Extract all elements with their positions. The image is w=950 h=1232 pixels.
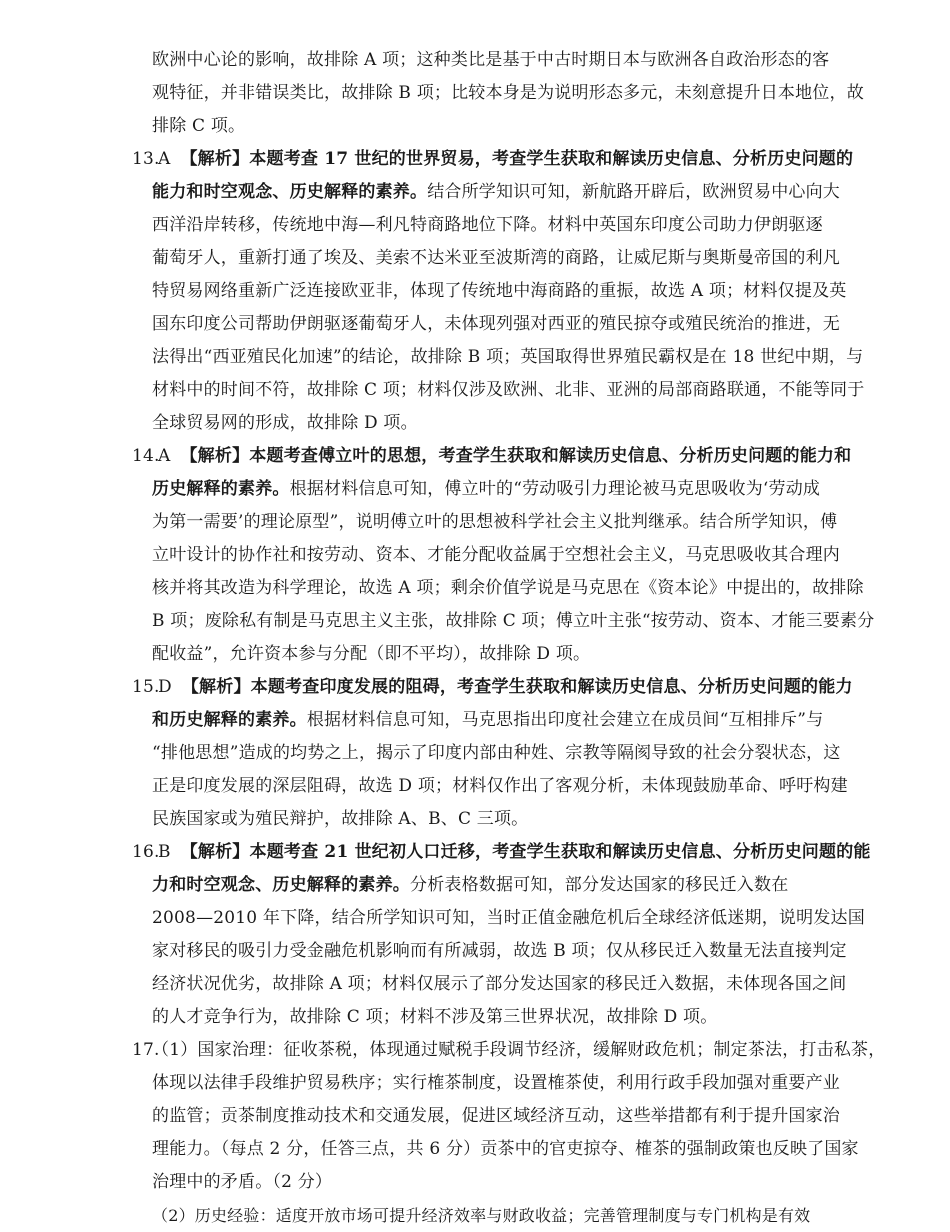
text-line: 正是印度发展的深层阻碍，故选 D 项；材料仅作出了客观分析，未体现鼓励革命、呼吁构建 [152, 776, 848, 796]
bold-text: 本题考查印度发展的阻碍，考查学生获取和解读历史信息、分析历史问题的能力 [250, 677, 853, 697]
answer-letter: A [158, 446, 171, 466]
analysis-tag: 【解析】 [180, 446, 250, 466]
text-line [0, 704, 950, 737]
question-number: 13. [132, 149, 160, 169]
text-line: 排除 C 项。 [152, 116, 246, 136]
bold-text: 力和时空观念、历史解释的素养。 [152, 875, 410, 895]
question-13 [0, 143, 950, 440]
question-header [0, 440, 950, 473]
question-16 [0, 836, 950, 1034]
text-line: 材料中的时间不符，故排除 C 项；材料仅涉及欧洲、北非、亚洲的局部商路联通，不能等同于 [152, 380, 865, 400]
text-line: 体现以法律手段维护贸易秩序；实行榷茶制度，设置榷茶使，利用行政手段加强对重要产业 [152, 1073, 840, 1093]
question-header [0, 836, 950, 869]
text-line: 国东印度公司帮助伊朗驱逐葡萄牙人，未体现列强对西亚的殖民掠夺或殖民统治的推进，无 [152, 314, 840, 334]
bold-text: 和历史解释的素养。 [152, 710, 307, 730]
plain-text: 结合所学知识可知，新航路开辟后，欧洲贸易中心向大 [427, 182, 841, 202]
text-line: B 项；废除私有制是马克思主义主张，故排除 C 项；傅立叶主张“按劳动、资本、才能三要素分 [152, 611, 875, 631]
plain-text: 根据材料信息可知，马克思指出印度社会建立在成员间“互相排斥”与 [306, 710, 824, 730]
question-header [0, 671, 950, 704]
text-line: 特贸易网络重新广泛连接欧亚非，体现了传统地中海商路的重振，故选 A 项；材料仅提及英 [152, 281, 847, 301]
answer-letter: A [158, 149, 171, 169]
plain-text: （1）国家治理：征收茶税，体现通过赋税手段调节经济，缓解财政危机；制定茶法，打击私茶， [152, 1040, 886, 1060]
bold-text: 能力和时空观念、历史解释的素养。 [152, 182, 428, 202]
text-line: 观特征，并非错误类比，故排除 B 项；比较本身是为说明形态多元，未刻意提升日本地位，故 [152, 83, 864, 103]
analysis-tag: 【解析】 [181, 677, 251, 697]
text-line [0, 473, 950, 506]
text-line: 家对移民的吸引力受金融危机影响而有所减弱，故选 B 项；仅从移民迁入数量无法直接判定 [152, 941, 847, 961]
bold-text: 本题考查 21 世纪初人口迁移，考查学生获取和解读历史信息、分析历史问题的能 [249, 842, 871, 862]
bold-text: 本题考查 17 世纪的世界贸易，考查学生获取和解读历史信息、分析历史问题的 [249, 149, 854, 169]
question-14 [0, 440, 950, 671]
text-line: 配收益”，允许资本参与分配（即不平均），故排除 D 项。 [152, 644, 591, 664]
text-line: 经济状况优劣，故排除 A 项；材料仅展示了部分发达国家的移民迁入数据，未体现各国之间 [152, 974, 847, 994]
text-line: 立叶设计的协作社和按劳动、资本、才能分配收益属于空想社会主义，马克思吸收其合理内 [152, 545, 840, 565]
question-number: 17. [132, 1040, 160, 1060]
text-line: 法得出“西亚殖民化加速”的结论，故排除 B 项；英国取得世界殖民霸权是在 18 世纪中期，与 [152, 347, 864, 367]
text-line: “排他思想”造成的均势之上，揭示了印度内部由种姓、宗教等隔阂导致的社会分裂状态，这 [152, 743, 841, 763]
question-17 [0, 1034, 950, 1232]
text-line: 的人才竞争行为，故排除 C 项；材料不涉及第三世界状况，故排除 D 项。 [152, 1007, 718, 1027]
bold-text: 本题考查傅立叶的思想，考查学生获取和解读历史信息、分析历史问题的能力和 [249, 446, 852, 466]
question-number: 15. [132, 677, 160, 697]
plain-text: 分析表格数据可知，部分发达国家的移民迁入数在 [410, 875, 789, 895]
text-line: 治理中的矛盾。（2 分） [152, 1172, 333, 1192]
question-15 [0, 671, 950, 836]
intro-paragraph [0, 44, 950, 143]
text-line [0, 869, 950, 902]
text-line: 核并将其改造为科学理论，故选 A 项；剩余价值学说是马克思在《资本论》中提出的，故排除 [152, 578, 864, 598]
text-line: 的监管；贡茶制度推动技术和交通发展，促进区域经济互动，这些举措都有利于提升国家治 [152, 1106, 840, 1126]
answer-page [0, 44, 950, 1232]
bold-text: 历史解释的素养。 [152, 479, 290, 499]
plain-text: 根据材料信息可知，傅立叶的“劳动吸引力理论被马克思吸收为‘劳动成 [289, 479, 821, 499]
text-line: 民族国家或为殖民辩护，故排除 A、B、C 三项。 [152, 809, 529, 829]
text-line: 全球贸易网的形成，故排除 D 项。 [152, 413, 418, 433]
text-line: 葡萄牙人，重新打通了埃及、美索不达米亚至波斯湾的商路，让威尼斯与奥斯曼帝国的利凡 [152, 248, 840, 268]
analysis-tag: 【解析】 [180, 149, 250, 169]
question-header [0, 143, 950, 176]
question-number: 14. [132, 446, 160, 466]
text-line [0, 176, 950, 209]
answer-letter: B [158, 842, 171, 862]
question-number: 16. [132, 842, 160, 862]
text-line: 欧洲中心论的影响，故排除 A 项；这种类比是基于中古时期日本与欧洲各自政治形态的客 [152, 50, 830, 70]
question-header [0, 1034, 950, 1067]
analysis-tag: 【解析】 [180, 842, 250, 862]
answer-letter: D [158, 677, 172, 697]
text-line: 为第一需要’的理论原型”，说明傅立叶的思想被科学社会主义批判继承。结合所学知识，傅 [152, 512, 838, 532]
sub-answer: （2）历史经验：适度开放市场可提升经济效率与财政收益；完善管理制度与专门机构是有效 [152, 1206, 811, 1225]
text-line: 2008—2010 年下降，结合所学知识可知，当时正值金融危机后全球经济低迷期，说明发达国 [152, 908, 865, 928]
text-line: 西洋沿岸转移，传统地中海—利凡特商路地位下降。材料中英国东印度公司助力伊朗驱逐 [152, 215, 823, 235]
text-line: 理能力。（每点 2 分，任答三点，共 6 分）贡茶中的官吏掠夺、榷茶的强制政策也反映了国家 [152, 1139, 859, 1159]
